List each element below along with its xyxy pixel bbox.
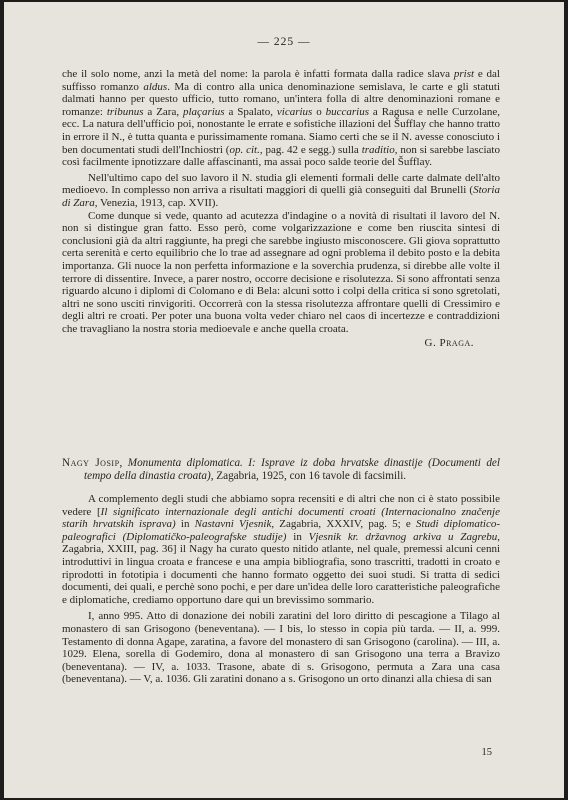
paragraph xyxy=(62,68,500,169)
italic-run: plaçarius xyxy=(183,105,225,118)
signature-mark: 15 xyxy=(481,747,492,758)
paragraph xyxy=(62,493,500,606)
italic-run: aldus xyxy=(143,80,168,93)
text-run: Nell'ultimo capo del suo lavoro il N. studia gli elementi formali delle carte dalmate dell'alto medioevo. In complesso non arriva a risultati maggiori di quelli già conseguiti dal Brunelli ( xyxy=(62,171,500,197)
document-page xyxy=(4,2,564,798)
italic-run: op. cit. xyxy=(229,143,260,156)
italic-run: Monumenta diplomatica. I: Isprave iz doba hrvatske dinastije (Documenti del tempo della dinastia croata) xyxy=(84,457,500,482)
text-run: in xyxy=(175,518,195,531)
text-run: e dal suffisso romanzo xyxy=(62,68,500,93)
text-run: I, anno 995. Atto di donazione dei nobili zaratini del loro diritto di pescagione a Tilago al monastero di san Grisogono (beneventana). — I bis, lo stesso in copia più tarda. — II, a. 999. Testamento di donna Agape, zaratina, a favore del monastero di san Grisogono (carolina). — III, a. 1029. Elena, sorella di Godemiro, dona al monastero di san Grisogono una terra a Bravizo (beneventana). — IV, a. 1033. Trasone, abate di s. Grisogono, permuta a Zara una casa (beneventana). — V, a. 1036. Gli zaratini donano a s. Grisogono un orto dinanzi alla chiesa di san xyxy=(62,610,500,686)
text-run: , Venezia, 1913, cap. XVII). xyxy=(94,196,219,209)
text-run: , pag. 42 e segg.) sulla xyxy=(259,143,362,156)
italic-run: vicarius xyxy=(276,105,313,118)
text-run: a Spalato, xyxy=(224,105,277,118)
text-run: o xyxy=(312,105,326,118)
text-run: a Ragusa e nelle Curzolane, ecc. La natura dell'ufficio poi, nonostante le errate e sofistiche illazioni del Šufflay che hanno tratto in errore il N., è tutta quanta e purissimamente romana. Siamo certi che se il N. avesse conosciuto i ben documentati studi dell'Inchiostri ( xyxy=(62,105,500,156)
author-name: Nagy Josip xyxy=(62,457,120,469)
text-run: . Ma di contro alla unica denominazione semislava, le carte e gli statuti dalmati hanno per questo ufficio, tutto romano, un'intera folla di altre denominazioni romane e romanze: xyxy=(62,80,501,118)
review-heading xyxy=(62,457,500,483)
paragraph xyxy=(62,210,500,336)
italic-run: traditio xyxy=(361,143,395,156)
review-signature: G. Praga. xyxy=(424,337,474,350)
italic-run: Studi diplomatico-paleografici (Diplomatičko-paleografske studije) xyxy=(62,518,501,543)
text-run: Come dunque si vede, quanto ad acutezza d'indagine o a novità di risultati il lavoro del N. non si distingue gran fatto. Esso però, come volgarizzazione e come ben riuscita sintesi di conclusioni già da altri raggiunte, ha pregi che sarebbe ingiusto misconoscere. Gli giova soprattutto certa serenità e certo equilibrio che lo trae ad assegnare ad ogni problema il debito posto e la debita importanza. Gli nuoce la non perfetta informazione e la soverchia prudenza, si direbbe alle volte il terrore di dissentire. Invece, a parer nostro, occorre decisione e risolutezza. Si sono affrontati senza riguardo alcuno i diplomi di Colomano e di Bela: alcuni sotto i colpi della critica si sono sgretolati, altri ne sono usciti rinvigoriti. Occorrerà con la stessa risolutezza affrontare quelli di Cressimiro e degli altri re croati. Per poter una buona volta veder chiaro nel caos di incertezze e contraddizioni che travagliano la nostra storia medioevale e anche quella croata. xyxy=(62,209,500,335)
italic-run: prist xyxy=(453,68,475,80)
paragraph xyxy=(62,610,500,686)
text-run: , non si sarebbe lasciato così facilmente ipnotizzare dalle affascinanti, ma assai poco salde teorie del Šufflay. xyxy=(62,143,500,169)
text-run: , Zagabria, XXXIV, pag. 5; e xyxy=(271,518,416,531)
review-praga xyxy=(62,68,500,349)
paragraph xyxy=(62,172,500,210)
page-number: — 225 — xyxy=(257,36,311,48)
text-run: a Zara, xyxy=(143,105,183,118)
italic-run: Il significato internazionale degli antichi documenti croati (Internacionalno značenje starih hrvatskih isprava) xyxy=(62,505,500,531)
text-run: , Zagabria, 1925, con 16 tavole di facsimili. xyxy=(210,470,407,482)
text-run: , xyxy=(119,457,128,469)
italic-run: buccarius xyxy=(325,105,370,118)
text-run: in xyxy=(286,530,309,543)
italic-run: Vjesnik kr. državnog arkiva u Zagrebu xyxy=(308,530,498,543)
text-run: che il solo nome, anzi la metà del nome: la parola è infatti formata dalla radice slava xyxy=(62,68,454,80)
text-run: A complemento degli studi che abbiamo sopra recensiti e di altri che non ci è stato possibile vedere [ xyxy=(62,493,500,518)
italic-run: tribunus xyxy=(106,105,144,118)
italic-run: Storia di Zara xyxy=(62,184,500,209)
text-run: , Zagabria, XXIII, pag. 36] il Nagy ha curato questo nitido atlante, nel quale, premessi alcuni cenni introduttivi in lingua croata e francese e una ampia bibliografia, sono trascritti, tradotti in croato e riprodotti in fototipia i documenti che hanno formato oggetto dei suoi studi. Si tratta di sedici documenti, dei quali, e perchè sono pochi, e per dare un'idea delle loro caratteristiche paleografiche e diplomatiche, crediamo opportuno dare qui un brevissimo sommario. xyxy=(62,530,500,606)
italic-run: Nastavni Vjesnik xyxy=(194,518,272,531)
review-nagy xyxy=(62,457,500,686)
